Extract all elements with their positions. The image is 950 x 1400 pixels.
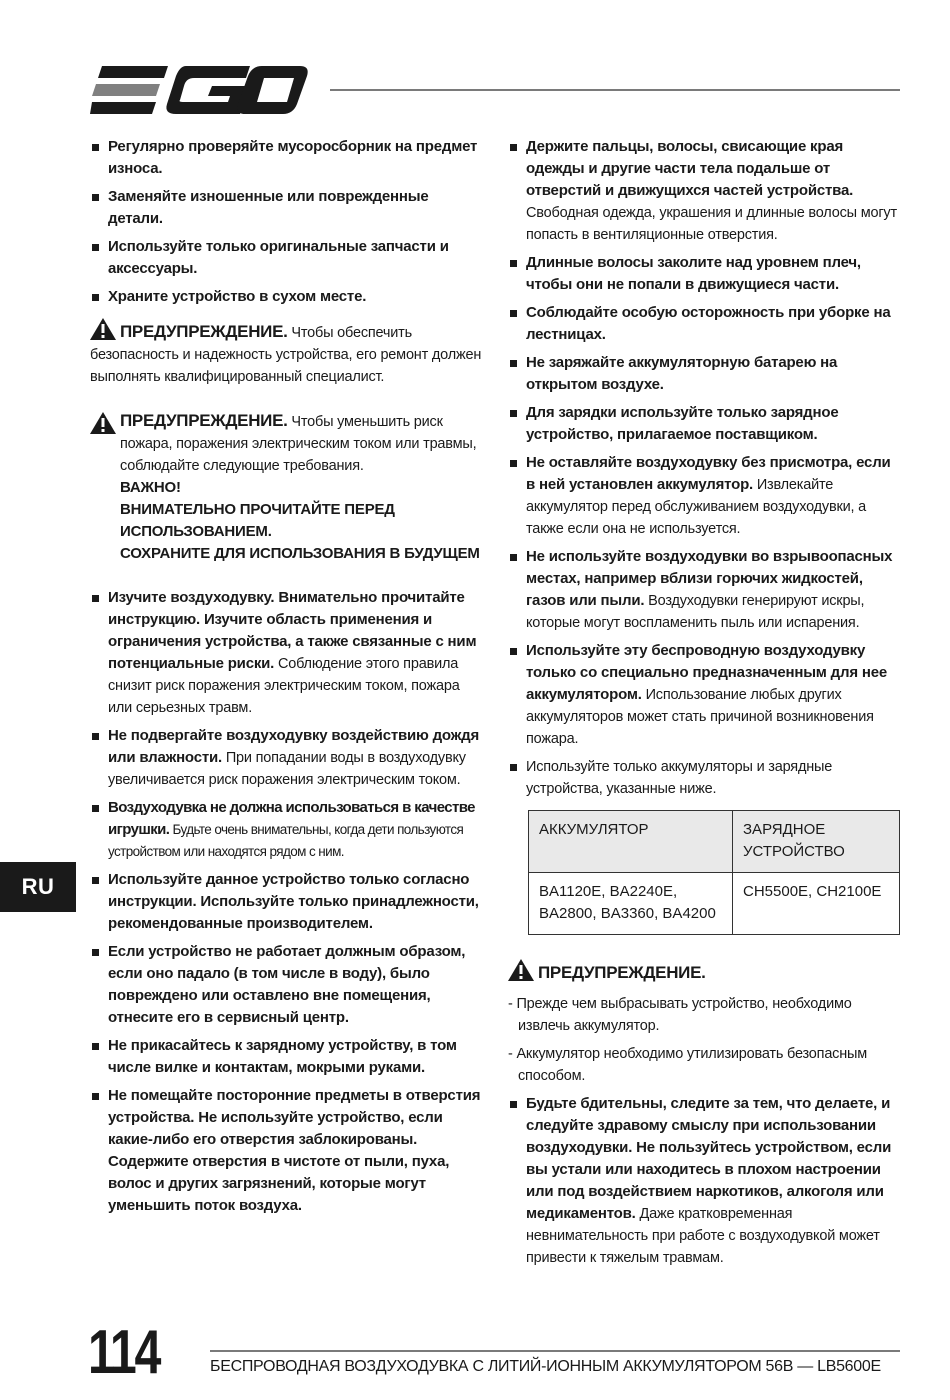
bullet-icon: [92, 1043, 99, 1050]
warning-block: [90, 410, 482, 565]
warning-block: [508, 959, 903, 985]
save-for-future: СОХРАНИТЕ ДЛЯ ИСПОЛЬЗОВАНИЯ В БУДУЩЕМ: [120, 545, 480, 562]
warning-triangle-icon: [90, 318, 116, 340]
warning-block: [90, 318, 482, 388]
bullet-icon: [510, 460, 517, 467]
warning-heading: ПРЕДУПРЕЖДЕНИЕ.: [538, 963, 706, 982]
warning-triangle-icon: [90, 412, 116, 434]
warning-heading: ПРЕДУПРЕЖДЕНИЕ.: [120, 411, 288, 430]
bullet-icon: [510, 1101, 517, 1108]
bullet-icon: [92, 244, 99, 251]
right-column: [508, 136, 903, 1275]
table-row: [529, 873, 900, 935]
warning-triangle-icon: [508, 959, 534, 981]
bullet-icon: [92, 294, 99, 301]
list-item: Держите пальцы, волосы, свисающие края одежды и другие части тела подальше от отверстий и движущихся частей устройства. Свободная одежда, украшения и длинные волосы могут попасть в вентиляционные отверстия.: [508, 136, 903, 246]
list-item: Не подвергайте воздуходувку воздействию дождя или влажности. При попадании воды в воздуходувку увеличивается риск поражения электрическим током.: [90, 725, 482, 791]
bullet-icon: [510, 554, 517, 561]
bullet-icon: [510, 648, 517, 655]
list-item: Будьте бдительны, следите за тем, что делаете, и следуйте здравому смыслу при использовании воздуходувки. Не пользуйтесь устройством, если вы устали или находитесь в плохом настроении или под воздействием наркотиков, алкоголя или медикаментов. Даже кратковременная невнимательность при работе с воздуходувкой может привести к тяжелым травмам.: [508, 1093, 903, 1269]
list-item: Храните устройство в сухом месте.: [90, 286, 482, 308]
list-item: Для зарядки используйте только зарядное устройство, прилагаемое поставщиком.: [508, 402, 903, 446]
language-tab: RU: [0, 862, 76, 912]
warning-text: Чтобы уменьшить риск пожара, поражения электрическим током или травмы, соблюдайте следующие требования.: [120, 414, 477, 474]
bullet-icon: [510, 144, 517, 151]
table-cell: CH5500E, CH2100E: [733, 873, 900, 935]
header-rule: [330, 89, 900, 91]
list-item: Не используйте воздуходувки во взрывоопасных местах, например вблизи горючих жидкостей, газов или пыли. Воздуходувки генерируют искры, которые могут воспламенить пыль или испарения.: [508, 546, 903, 634]
footer-title: БЕСПРОВОДНАЯ ВОЗДУХОДУВКА С ЛИТИЙ-ИОННЫМ АККУМУЛЯТОРОМ 56В — LB5600E: [210, 1358, 881, 1375]
table-header-cell: АККУМУЛЯТОР: [529, 811, 733, 873]
compatibility-table: [528, 810, 900, 935]
bullet-icon: [92, 733, 99, 740]
left-column: [90, 136, 482, 1223]
list-item: Не оставляйте воздуходувку без присмотра, если в ней установлен аккумулятор. Извлекайте аккумулятор перед обслуживанием воздуходувки, а также если она не используется.: [508, 452, 903, 540]
table-header-row: [529, 811, 900, 873]
important-label: ВАЖНО!: [120, 479, 181, 496]
table-cell: BA1120E, BA2240E, BA2800, BA3360, BA4200: [529, 873, 733, 935]
dash-item: - Прежде чем выбрасывать устройство, необходимо извлечь аккумулятор.: [508, 996, 852, 1034]
read-before-use: ВНИМАТЕЛЬНО ПРОЧИТАЙТЕ ПЕРЕД ИСПОЛЬЗОВАНИЕМ.: [120, 501, 395, 540]
bullet-icon: [510, 260, 517, 267]
list-item: Используйте только аккумуляторы и зарядные устройства, указанные ниже.: [508, 756, 903, 800]
bullet-icon: [510, 360, 517, 367]
bullet-icon: [92, 194, 99, 201]
list-item: Длинные волосы заколите над уровнем плеч, чтобы они не попали в движущиеся части.: [508, 252, 903, 296]
bullet-icon: [510, 310, 517, 317]
list-item: Заменяйте изношенные или поврежденные детали.: [90, 186, 482, 230]
bullet-icon: [92, 1093, 99, 1100]
warning-text: Чтобы обеспечить безопасность и надежность устройства, его ремонт должен выполнять квалифицированный специалист.: [90, 325, 482, 385]
bullet-icon: [92, 949, 99, 956]
bullet-icon: [92, 144, 99, 151]
dash-item: - Аккумулятор необходимо утилизировать безопасным способом.: [508, 1046, 868, 1084]
list-item: Используйте эту беспроводную воздуходувку только со специально предназначенным для нее аккумулятором. Использование любых других аккумуляторов может стать причиной возникновения пожара.: [508, 640, 903, 750]
list-item: Не помещайте посторонние предметы в отверстия устройства. Не используйте устройство, если какие-либо его отверстия заблокированы. Содержите отверстия в чистоте от пыли, пуха, волос и других загрязнений, которые могут уменьшить поток воздуха.: [90, 1085, 482, 1217]
list-item: Воздуходувка не должна использоваться в качестве игрушки. Будьте очень внимательны, когда дети пользуются устройством или находятся рядом с ним.: [90, 797, 482, 863]
list-item: Если устройство не работает должным образом, если оно падало (в том числе в воду), было повреждено или оставлено вне помещения, отнесите его в сервисный центр.: [90, 941, 482, 1029]
ego-logo: [90, 66, 308, 114]
page-number: 114: [88, 1318, 160, 1387]
list-item: Используйте только оригинальные запчасти и аксессуары.: [90, 236, 482, 280]
bullet-icon: [92, 877, 99, 884]
table-header-cell: ЗАРЯДНОЕ УСТРОЙСТВО: [733, 811, 900, 873]
list-item: Используйте данное устройство только согласно инструкции. Используйте только принадлежности, рекомендованные производителем.: [90, 869, 482, 935]
bullet-icon: [510, 764, 517, 771]
bullet-icon: [92, 805, 99, 812]
list-item: Не заряжайте аккумуляторную батарею на открытом воздухе.: [508, 352, 903, 396]
list-item: Регулярно проверяйте мусоросборник на предмет износа.: [90, 136, 482, 180]
list-item: Изучите воздуходувку. Внимательно прочитайте инструкцию. Изучите область применения и ограничения устройства, а также связанные с ним потенциальные риски. Соблюдение этого правила снизит риск поражения электрическим током, пожара или серьезных травм.: [90, 587, 482, 719]
bullet-icon: [510, 410, 517, 417]
bullet-icon: [92, 595, 99, 602]
footer-rule: [210, 1350, 900, 1352]
warning-heading: ПРЕДУПРЕЖДЕНИЕ.: [120, 322, 288, 341]
list-item: Не прикасайтесь к зарядному устройству, в том числе вилке и контактам, мокрыми руками.: [90, 1035, 482, 1079]
list-item: Соблюдайте особую осторожность при уборке на лестницах.: [508, 302, 903, 346]
